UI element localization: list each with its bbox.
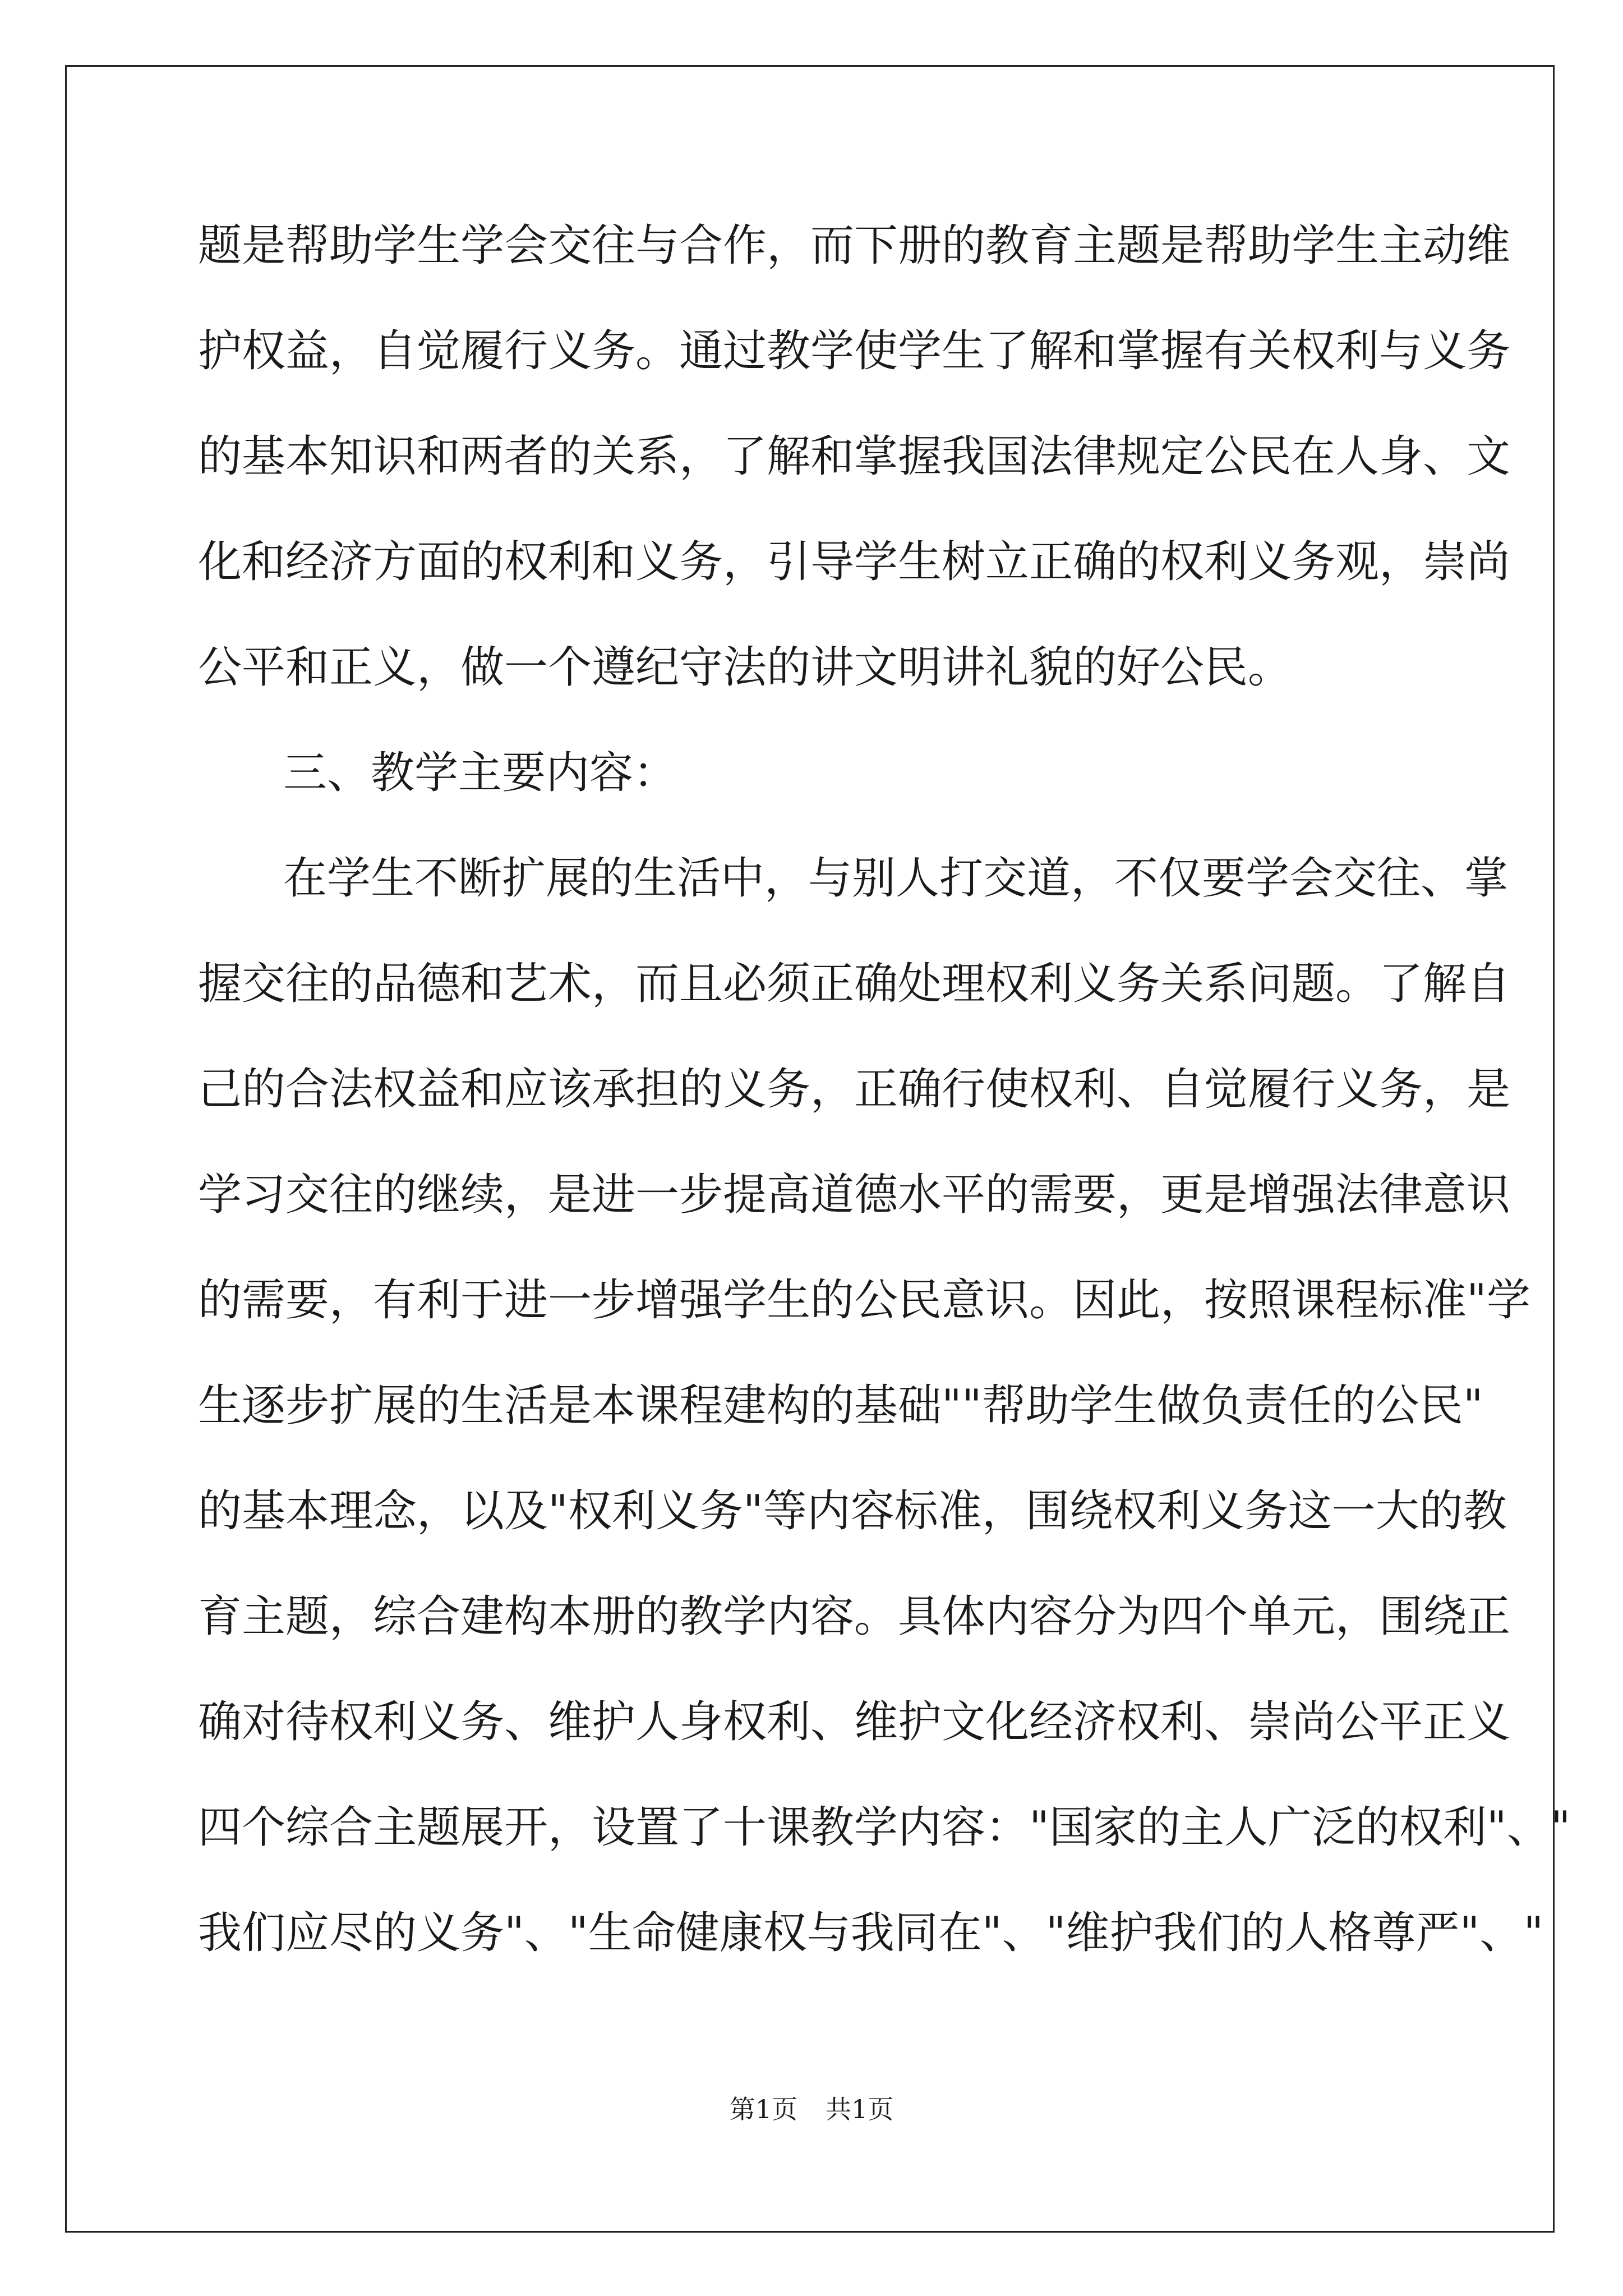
text-line: 化和经济方面的权利和义务，引导学生树立正确的权利义务观，崇尚 bbox=[198, 537, 1511, 587]
text-line: 生逐步扩展的生活是本课程建构的基础""帮助学生做负责任的公民" bbox=[198, 1381, 1483, 1431]
text-line: 在学生不断扩展的生活中，与别人打交道，不仅要学会交往、掌 bbox=[283, 853, 1509, 904]
document-body bbox=[198, 212, 1571, 2005]
text-line: 己的合法权益和应该承担的义务，正确行使权利、自觉履行义务，是 bbox=[198, 1064, 1511, 1115]
text-line: 我们应尽的义务"、"生命健康权与我同在"、"维护我们的人格尊严"、" bbox=[198, 1908, 1544, 1958]
text-line: 题是帮助学生学会交往与合作，而下册的教育主题是帮助学生主动维 bbox=[198, 220, 1511, 271]
text-line: 握交往的品德和艺术，而且必须正确处理权利义务关系问题。了解自 bbox=[198, 959, 1511, 1009]
text-line: 的基本理念，以及"权利义务"等内容标准，围绕权利义务这一大的教 bbox=[198, 1486, 1507, 1536]
text-line: 学习交往的继续，是进一步提高道德水平的需要，更是增强法律意识 bbox=[198, 1170, 1511, 1220]
page-total: 共1页 bbox=[826, 2094, 894, 2124]
page-number: 第1页 bbox=[729, 2094, 797, 2124]
page-footer bbox=[0, 2092, 1623, 2126]
text-line: 育主题，综合建构本册的教学内容。具体内容分为四个单元，围绕正 bbox=[198, 1591, 1511, 1642]
text-line: 确对待权利义务、维护人身权利、维护文化经济权利、崇尚公平正义 bbox=[198, 1697, 1511, 1747]
text-line: 公平和正义，做一个遵纪守法的讲文明讲礼貌的好公民。 bbox=[198, 642, 1292, 693]
text-line: 的基本知识和两者的关系，了解和掌握我国法律规定公民在人身、文 bbox=[198, 431, 1511, 482]
section-heading: 三、教学主要内容： bbox=[283, 748, 677, 798]
text-line: 四个综合主题展开，设置了十课教学内容："国家的主人广泛的权利"、" bbox=[198, 1802, 1571, 1853]
text-line: 护权益，自觉履行义务。通过教学使学生了解和掌握有关权利与义务 bbox=[198, 326, 1511, 376]
text-line: 的需要，有利于进一步增强学生的公民意识。因此，按照课程标准"学 bbox=[198, 1275, 1530, 1326]
